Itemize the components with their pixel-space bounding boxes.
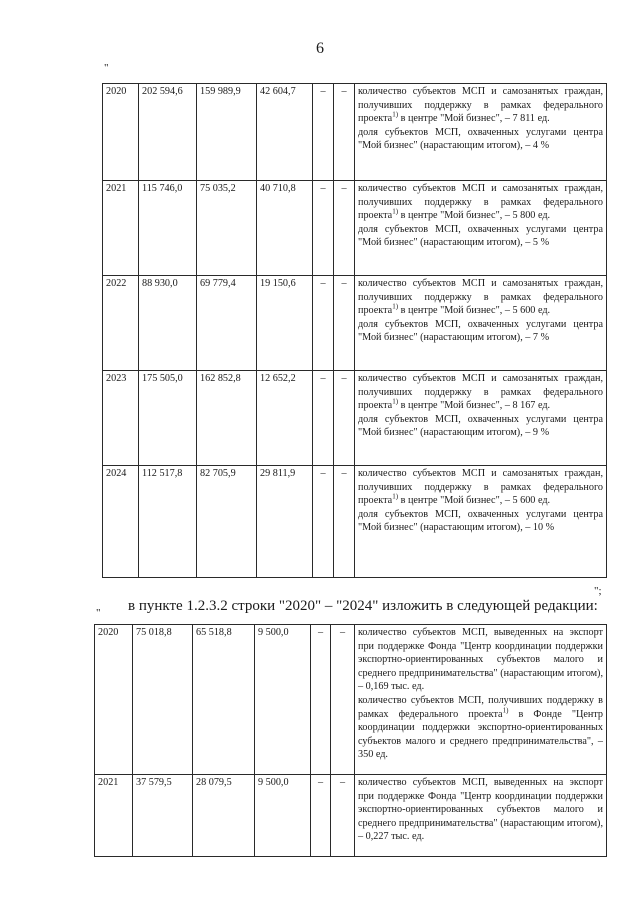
indicator-cell — [355, 466, 607, 578]
table-row — [95, 775, 607, 857]
indicator-text-a: количество субъектов МСП и самозанятых граждан, получивших поддержку в рамках федерального проекта — [358, 373, 603, 412]
amount-cell-2: 65 518,8 — [193, 625, 255, 775]
indicator-text-2: доля субъектов МСП, охваченных услугами центра "Мой бизнес" (нарастающим итогом), – 7 % — [358, 318, 603, 344]
total-cell: 37 579,5 — [133, 775, 193, 857]
table-row — [103, 276, 607, 371]
indicator-text — [358, 85, 603, 126]
indicator-text: количество субъектов МСП, выведенных на экспорт при поддержке Фонда "Центр координации поддержки экспортно-ориентированных субъектов малого и среднего предпринимательства" (нарастающим итогом), – 0,227 тыс. ед. — [358, 777, 603, 843]
amount-cell-2: 82 705,9 — [197, 466, 257, 578]
amount-cell-2: 28 079,5 — [193, 775, 255, 857]
indicator-cell — [355, 84, 607, 181]
amount-cell-5: – — [334, 371, 355, 466]
funding-table-2-body — [95, 625, 607, 857]
year-cell: 2022 — [103, 276, 139, 371]
year-cell: 2023 — [103, 371, 139, 466]
year-cell: 2020 — [95, 625, 133, 775]
amount-cell-5: – — [334, 466, 355, 578]
indicator-cell — [355, 625, 607, 775]
amount-cell-5: – — [334, 181, 355, 276]
indicator-text-b: в центре "Мой бизнес", – 8 167 ед. — [398, 400, 551, 412]
footnote-mark: 1) — [392, 302, 399, 311]
indicator-text — [358, 467, 603, 508]
footnote-mark: 1) — [392, 492, 399, 501]
amount-cell-2: 159 989,9 — [197, 84, 257, 181]
amount-cell-5: – — [334, 276, 355, 371]
indicator-text-2: доля субъектов МСП, охваченных услугами центра "Мой бизнес" (нарастающим итогом), – 4 % — [358, 126, 603, 152]
amount-cell-3: 29 811,9 — [257, 466, 313, 578]
amount-cell-4: – — [313, 371, 334, 466]
indicator-text-a: количество субъектов МСП и самозанятых граждан, получивших поддержку в рамках федерального проекта — [358, 468, 603, 507]
year-cell: 2024 — [103, 466, 139, 578]
indicator-text-b: в центре "Мой бизнес", – 5 600 ед. — [398, 305, 551, 317]
amount-cell-3: 9 500,0 — [255, 625, 311, 775]
indicator-text-2: доля субъектов МСП, охваченных услугами центра "Мой бизнес" (нарастающим итогом), – 5 % — [358, 223, 603, 249]
amount-cell-3: 40 710,8 — [257, 181, 313, 276]
amount-cell-2: 75 035,2 — [197, 181, 257, 276]
indicator-cell — [355, 276, 607, 371]
funding-table-1 — [102, 83, 607, 578]
amount-cell-3: 19 150,6 — [257, 276, 313, 371]
indicator-text-b: в Фонде "Центр координации поддержки экспортно-ориентированных субъектов малого и среднего предпринимательства", – 350 ед. — [358, 708, 603, 761]
table-row — [103, 466, 607, 578]
indicator-text — [358, 277, 603, 318]
opening-quote-2: " — [96, 607, 101, 619]
indicator-cell — [355, 371, 607, 466]
amount-cell-5: – — [331, 625, 355, 775]
indicator-cell — [355, 775, 607, 857]
total-cell: 112 517,8 — [139, 466, 197, 578]
indicator-text-a: количество субъектов МСП, получивших поддержку в рамках федерального проекта — [358, 694, 603, 720]
amount-cell-4: – — [311, 775, 331, 857]
footnote-mark: 1) — [392, 397, 399, 406]
indicator-cell — [355, 181, 607, 276]
amount-cell-3: 42 604,7 — [257, 84, 313, 181]
total-cell: 115 746,0 — [139, 181, 197, 276]
indicator-text — [358, 182, 603, 223]
indicator-text-b: в центре "Мой бизнес", – 5 600 ед. — [398, 495, 551, 507]
opening-quote-1: " — [104, 62, 109, 74]
footnote-mark: 1) — [392, 207, 399, 216]
indicator-text — [358, 372, 603, 413]
amount-cell-3: 12 652,2 — [257, 371, 313, 466]
closing-quote: "; — [594, 585, 602, 597]
footnote-mark: 1) — [502, 706, 509, 715]
indicator-text-a: количество субъектов МСП и самозанятых граждан, получивших поддержку в рамках федерального проекта — [358, 183, 603, 222]
total-cell: 175 505,0 — [139, 371, 197, 466]
amount-cell-3: 9 500,0 — [255, 775, 311, 857]
amount-cell-5: – — [331, 775, 355, 857]
page-number: 6 — [316, 40, 324, 57]
table-row — [103, 181, 607, 276]
total-cell: 75 018,8 — [133, 625, 193, 775]
table-row — [103, 371, 607, 466]
indicator-text-2: доля субъектов МСП, охваченных услугами центра "Мой бизнес" (нарастающим итогом), – 10 % — [358, 508, 603, 534]
year-cell: 2021 — [95, 775, 133, 857]
indicator-text-b: в центре "Мой бизнес", – 5 800 ед. — [398, 210, 551, 222]
total-cell: 88 930,0 — [139, 276, 197, 371]
year-cell: 2020 — [103, 84, 139, 181]
amount-cell-2: 69 779,4 — [197, 276, 257, 371]
amount-cell-4: – — [311, 625, 331, 775]
indicator-text-b: в центре "Мой бизнес", – 7 811 ед. — [398, 113, 550, 125]
indicator-text: количество субъектов МСП, выведенных на экспорт при поддержке Фонда "Центр координации поддержки экспортно-ориентированных субъектов малого и среднего предпринимательства" (нарастающим итогом), – 0,169 тыс. ед. — [358, 627, 603, 693]
amount-cell-2: 162 852,8 — [197, 371, 257, 466]
table-row — [103, 84, 607, 181]
funding-table-2 — [94, 624, 607, 857]
indicator-text-2 — [358, 694, 603, 762]
indicator-text-2: доля субъектов МСП, охваченных услугами центра "Мой бизнес" (нарастающим итогом), – 9 % — [358, 413, 603, 439]
footnote-mark: 1) — [392, 110, 399, 119]
amount-cell-4: – — [313, 466, 334, 578]
amendment-instruction: в пункте 1.2.3.2 строки "2020" – "2024" изложить в следующей редакции: — [128, 598, 598, 614]
indicator-text-a: количество субъектов МСП и самозанятых граждан, получивших поддержку в рамках федерального проекта — [358, 278, 603, 317]
year-cell: 2021 — [103, 181, 139, 276]
table-row — [95, 625, 607, 775]
amount-cell-4: – — [313, 276, 334, 371]
indicator-text-a: количество субъектов МСП и самозанятых граждан, получивших поддержку в рамках федерального проекта — [358, 86, 603, 125]
amount-cell-5: – — [334, 84, 355, 181]
total-cell: 202 594,6 — [139, 84, 197, 181]
amount-cell-4: – — [313, 84, 334, 181]
funding-table-1-body — [103, 84, 607, 578]
amount-cell-4: – — [313, 181, 334, 276]
